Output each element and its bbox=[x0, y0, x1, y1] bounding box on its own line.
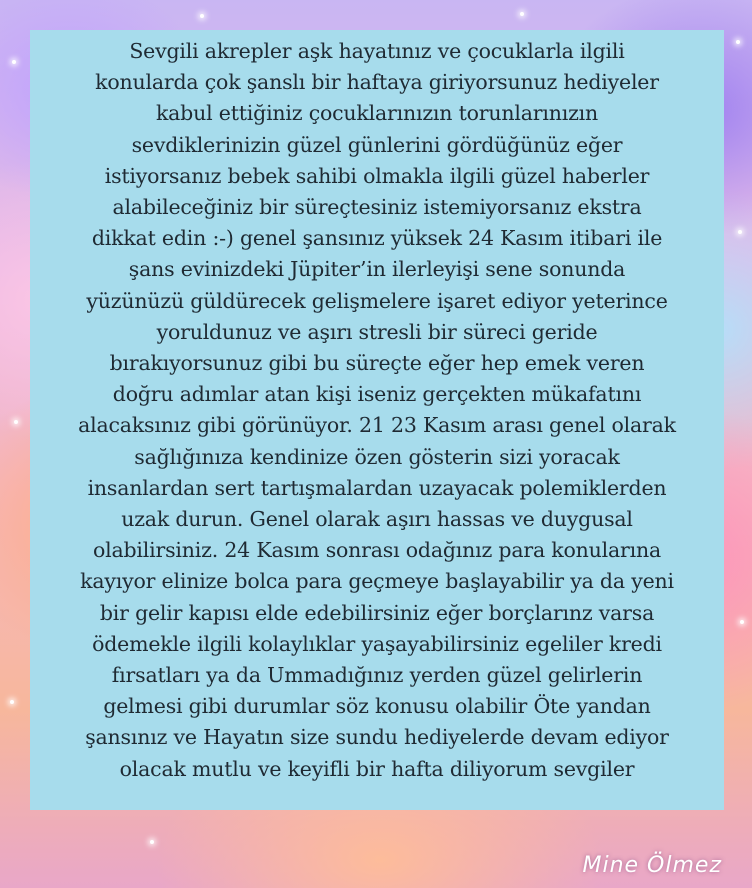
text-line: yoruldunuz ve aşırı stresli bir süreci geride bbox=[156, 319, 598, 344]
text-line: Sevgili akrepler aşk hayatınız ve çocuklarla ilgili bbox=[129, 39, 625, 63]
text-line: olabilirsiniz. 24 Kasım sonrası odağınız para konularına bbox=[92, 538, 662, 563]
text-line: kayıyor elinize bolca para geçmeye başlayabilir ya da yeni bbox=[80, 569, 674, 594]
sparkle-decoration bbox=[736, 40, 740, 44]
text-line: alacaksınız gibi görünüyor. 21 23 Kasım arası genel olarak bbox=[78, 413, 676, 438]
text-line: bir gelir kapısı elde edebilirsiniz eğer borçlarınz varsa bbox=[99, 600, 655, 625]
text-line: gelmesi gibi durumlar söz konusu olabilir Öte yandan bbox=[103, 694, 651, 719]
text-line: fırsatları ya da Ummadığınız yerden güzel gelirlerin bbox=[111, 663, 643, 688]
sparkle-decoration bbox=[200, 14, 204, 18]
text-line: alabileceğiniz bir süreçtesiniz istemiyorsanız ekstra bbox=[112, 195, 642, 220]
sparkle-decoration bbox=[14, 420, 18, 424]
sparkle-decoration bbox=[10, 700, 14, 704]
horoscope-text bbox=[40, 36, 714, 785]
text-line: şans evinizdeki Jüpiter’in ilerleyişi sene sonunda bbox=[128, 257, 626, 282]
text-card bbox=[30, 30, 724, 810]
text-line: bırakıyorsunuz gibi bu süreçte eğer hep emek veren bbox=[109, 351, 645, 376]
text-line: şansınız ve Hayatın size sundu hediyelerde devam ediyor bbox=[85, 725, 669, 750]
text-line: insanlardan sert tartışmalardan uzayacak polemiklerden bbox=[87, 475, 667, 500]
sparkle-decoration bbox=[12, 60, 16, 64]
text-line: ödemekle ilgili kolaylıklar yaşayabilirsiniz egeliler kredi bbox=[92, 631, 662, 656]
text-line: sağlığınıza kendinize özen gösterin sizi yoracak bbox=[134, 444, 620, 469]
text-line: yüzünüzü güldürecek gelişmelere işaret ediyor yeterince bbox=[86, 288, 668, 313]
text-line: uzak durun. Genel olarak aşırı hassas ve duygusal bbox=[121, 507, 633, 532]
text-line: kabul ettiğiniz çocuklarınızın torunlarınızın bbox=[155, 101, 599, 126]
sparkle-decoration bbox=[520, 12, 524, 16]
text-line: sevdiklerinizin güzel günlerini gördüğünüz eğer bbox=[131, 132, 623, 157]
author-signature: Mine Ölmez bbox=[582, 853, 722, 878]
text-line: olacak mutlu ve keyifli bir hafta diliyorum sevgiler bbox=[119, 756, 635, 781]
text-line: dikkat edin :-) genel şansınız yüksek 24 Kasım itibari ile bbox=[91, 226, 663, 251]
text-line: konularda çok şanslı bir haftaya giriyorsunuz hediyeler bbox=[95, 70, 659, 95]
sparkle-decoration bbox=[738, 230, 742, 234]
sparkle-decoration bbox=[150, 840, 154, 844]
sparkle-decoration bbox=[740, 620, 744, 624]
text-line: istiyorsanız bebek sahibi olmakla ilgili güzel haberler bbox=[104, 163, 650, 188]
text-line: doğru adımlar atan kişi iseniz gerçekten mükafatını bbox=[112, 382, 642, 407]
